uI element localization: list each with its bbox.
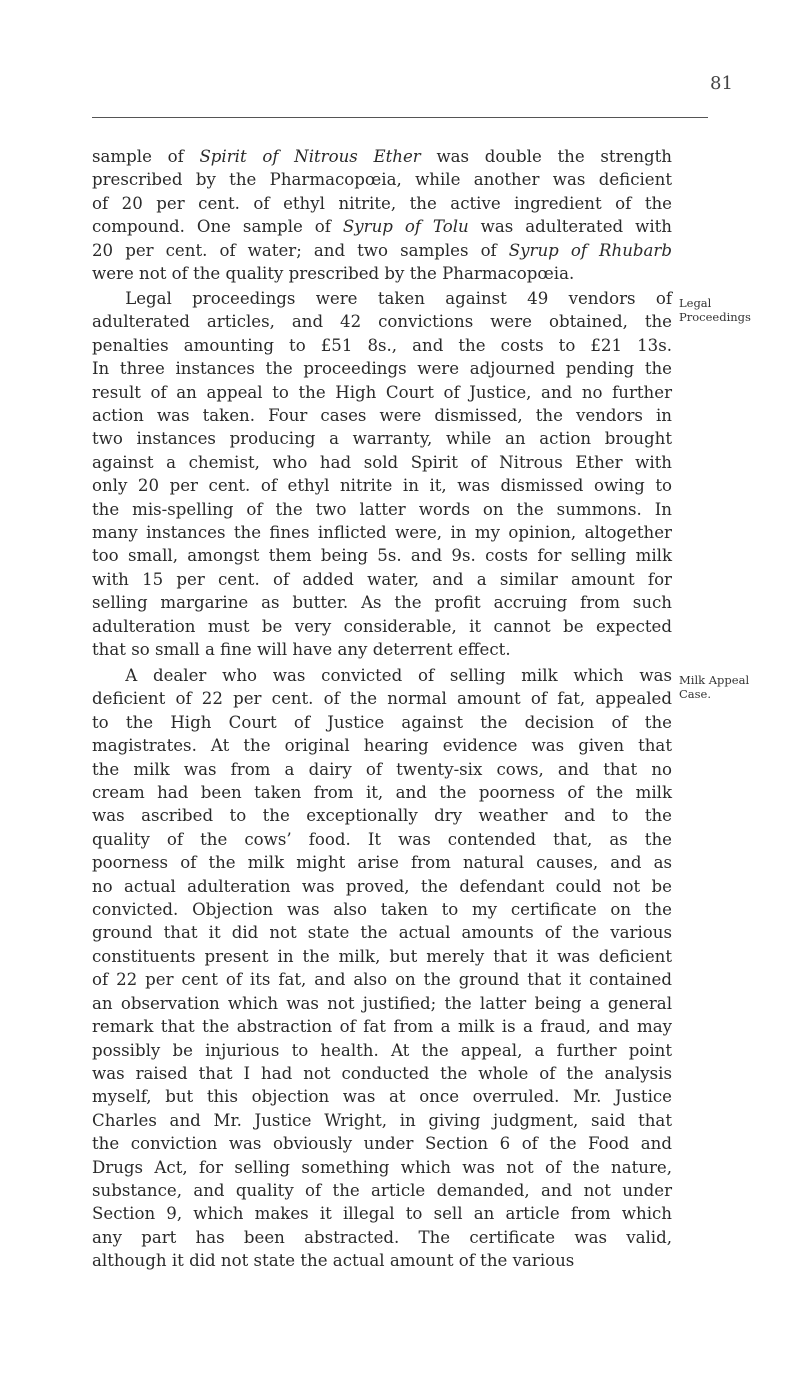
text-run: substance, and quality of the article demanded, and not under (92, 1180, 672, 1200)
text-run: of 20 per cent. of ethyl nitrite, the active ingredient of the (92, 193, 672, 213)
text-run: with 15 per cent. of added water, and a similar amount for (92, 569, 672, 589)
text-run: constituents present in the milk, but merely that it was deficient (92, 946, 672, 966)
text-line (92, 262, 672, 285)
paragraph-drug-samples (92, 145, 672, 285)
text-line (92, 404, 672, 427)
text-run: quality of the cows’ food. It was contended that, as the (92, 829, 672, 849)
text-line (92, 687, 672, 710)
text-run: adulterated articles, and 42 convictions were obtained, the (92, 312, 672, 332)
text-line (92, 1249, 672, 1272)
text-line (92, 568, 672, 591)
margin-note-milk-appeal (679, 673, 749, 701)
text-run: too small, amongst them being 5s. and 9s. costs for selling milk (92, 546, 672, 566)
text-line (92, 1015, 672, 1038)
text-line (92, 168, 672, 191)
text-run: that so small a fine will have any deterrent effect. (92, 640, 511, 660)
text-line (92, 474, 672, 497)
text-line (92, 804, 672, 827)
text-line (92, 1179, 672, 1202)
text-run: ground that it did not state the actual amounts of the various (92, 923, 672, 943)
text-line (92, 992, 672, 1015)
text-run: deficient of 22 per cent. of the normal amount of fat, appealed (92, 689, 672, 709)
text-run: was double the strength (420, 147, 672, 166)
text-run: magistrates. At the original hearing evidence was given that (92, 736, 672, 756)
text-run: poorness of the milk might arise from natural causes, and as (92, 853, 672, 873)
text-line (92, 828, 672, 851)
text-line (92, 498, 672, 521)
header-rule (92, 117, 708, 118)
text-run: an observation which was not justified; the latter being a general (92, 993, 672, 1013)
text-line (92, 615, 672, 638)
margin-note-line: Milk Appeal (679, 673, 750, 687)
text-run: two instances producing a warranty, while an action brought (92, 429, 672, 449)
text-run: was raised that I had not conducted the whole of the analysis (92, 1063, 672, 1083)
text-run: adulteration must be very considerable, it cannot be expected (92, 616, 672, 636)
text-line (92, 968, 672, 991)
text-run: cream had been taken from it, and the poorness of the milk (92, 783, 672, 803)
text-line (92, 239, 672, 262)
text-run: A dealer who was convicted of selling milk which was (92, 666, 672, 685)
text-line (92, 1202, 672, 1225)
text-line (92, 875, 672, 898)
text-run: action was taken. Four cases were dismissed, the vendors in (92, 406, 672, 426)
text-run: result of an appeal to the High Court of Justice, and no further (92, 382, 672, 402)
text-run: only 20 per cent. of ethyl nitrite in it, was dismissed owing to (92, 476, 672, 496)
text-run: selling margarine as butter. As the profit accruing from such (92, 593, 672, 613)
text-run: was adulterated with (468, 217, 672, 237)
text-line (92, 1226, 672, 1249)
text-line (92, 1039, 672, 1062)
text-line (92, 781, 672, 804)
text-run: against a chemist, who had sold Spirit of Nitrous Ether with (92, 452, 672, 472)
text-line (92, 334, 672, 357)
text-line (92, 287, 672, 310)
text-line (92, 1109, 672, 1132)
text-line (92, 145, 672, 168)
text-line (92, 945, 672, 968)
text-line (92, 427, 672, 450)
text-line (92, 451, 672, 474)
text-run: although it did not state the actual amount of the various (92, 1251, 575, 1271)
text-run: were not of the quality prescribed by the Pharmacopœia. (92, 264, 575, 284)
text-run: many instances the fines inflicted were, in my opinion, altogether (92, 523, 672, 543)
text-line (92, 357, 672, 380)
text-line (92, 1062, 672, 1085)
text-line (92, 1156, 672, 1179)
text-run: convicted. Objection was also taken to my certificate on the (92, 900, 672, 920)
text-line (92, 310, 672, 333)
italic-term: Syrup of Rhubarb (508, 240, 672, 260)
text-line (92, 381, 672, 404)
paragraph-legal-proceedings (92, 287, 672, 662)
text-run: Section 9, which makes it illegal to sell an article from which (92, 1204, 672, 1224)
text-line (92, 711, 672, 734)
text-line (92, 758, 672, 781)
text-run: sample of (92, 147, 200, 166)
text-line (92, 664, 672, 687)
paragraph-milk-appeal (92, 664, 672, 1273)
text-line (92, 851, 672, 874)
margin-note-line: Legal (679, 296, 712, 310)
text-run: to the High Court of Justice against the decision of the (92, 712, 672, 732)
text-run: 20 per cent. of water; and two samples of (92, 240, 509, 260)
text-run: myself, but this objection was at once overruled. Mr. Justice (92, 1087, 672, 1107)
margin-note-line: Proceedings (679, 310, 751, 324)
text-run: the conviction was obviously under Section 6 of the Food and (92, 1134, 672, 1154)
text-line (92, 192, 672, 215)
text-run: the mis-spelling of the two latter words on the summons. In (92, 499, 672, 519)
page-number: 81 (710, 73, 733, 94)
text-line (92, 638, 672, 661)
text-run: penalties amounting to £51 8s., and the costs to £21 13s. (92, 335, 672, 355)
italic-term: Spirit of Nitrous Ether (199, 147, 421, 166)
text-run: In three instances the proceedings were adjourned pending the (92, 359, 672, 379)
text-run: Drugs Act, for selling something which was not of the nature, (92, 1157, 672, 1177)
text-line (92, 1132, 672, 1155)
text-run: was ascribed to the exceptionally dry weather and to the (92, 806, 672, 826)
margin-note-legal-proceedings (679, 296, 751, 324)
text-run: Legal proceedings were taken against 49 vendors of (92, 289, 672, 308)
text-run: possibly be injurious to health. At the appeal, a further point (92, 1040, 672, 1060)
text-line (92, 521, 672, 544)
italic-term: Syrup of Tolu (342, 217, 469, 237)
text-run: remark that the abstraction of fat from a milk is a fraud, and may (92, 1017, 672, 1037)
margin-note-line: Case. (679, 687, 712, 701)
text-line (92, 215, 672, 238)
text-run: prescribed by the Pharmacopœia, while another was deficient (92, 170, 672, 190)
text-run: no actual adulteration was proved, the defendant could not be (92, 876, 672, 896)
text-run: of 22 per cent of its fat, and also on the ground that it contained (92, 970, 672, 990)
text-run: the milk was from a dairy of twenty-six cows, and that no (92, 759, 672, 779)
text-line (92, 921, 672, 944)
text-line (92, 544, 672, 567)
text-line (92, 1085, 672, 1108)
text-run: compound. One sample of (92, 217, 343, 237)
text-line (92, 591, 672, 614)
text-line (92, 734, 672, 757)
text-line (92, 898, 672, 921)
text-run: any part has been abstracted. The certificate was valid, (92, 1227, 672, 1247)
text-run: Charles and Mr. Justice Wright, in giving judgment, said that (92, 1110, 672, 1130)
